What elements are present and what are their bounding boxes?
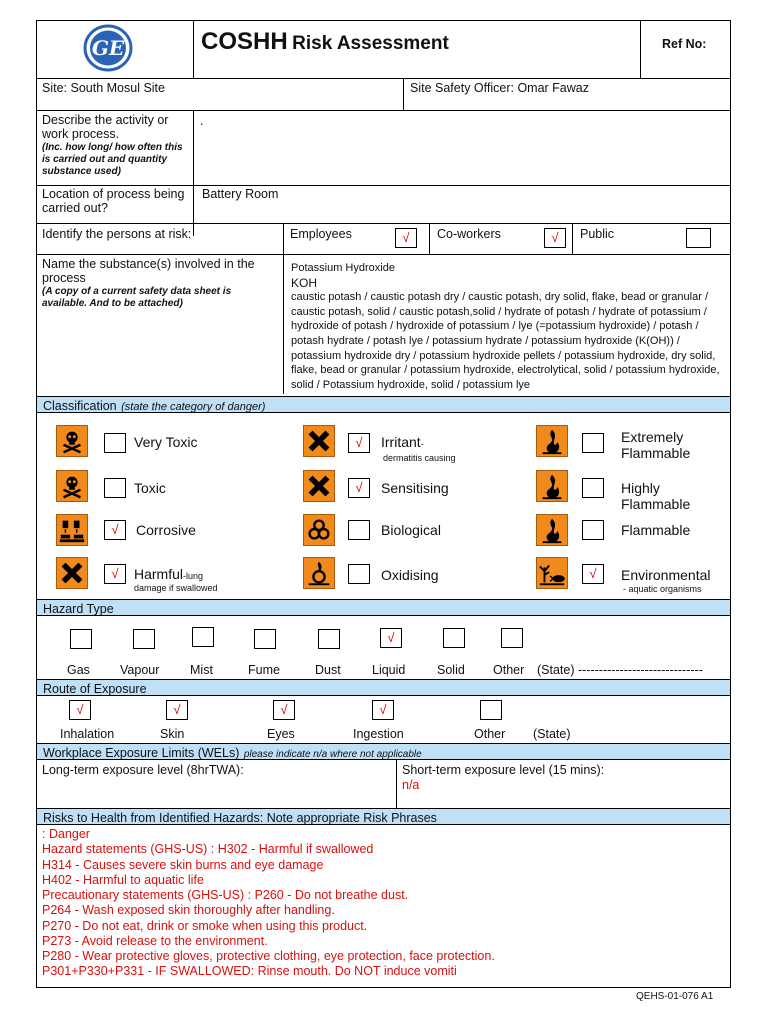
fume-checkbox[interactable] [254, 629, 276, 649]
biological-checkbox[interactable] [348, 520, 370, 540]
activity-value[interactable]: . [200, 114, 204, 128]
highly-flammable-checkbox[interactable] [582, 478, 604, 498]
environmental-checkbox[interactable]: √ [582, 564, 604, 584]
irritant-label: Irritant- [381, 434, 424, 450]
flame-icon [536, 514, 568, 546]
environment-icon [536, 557, 568, 589]
flammable-label: Flammable [621, 522, 691, 538]
substance-label: Name the substance(s) involved in the process (A copy of a current safety data sheet is available. And to be attached) [42, 257, 255, 309]
form-code: QEHS-01-076 A1 [636, 991, 714, 1002]
hazard-type-header: Hazard Type [37, 599, 730, 616]
flammable-checkbox[interactable] [582, 520, 604, 540]
solid-checkbox[interactable] [443, 628, 465, 648]
risk-line[interactable]: : Danger [42, 827, 90, 841]
harmful-note: damage if swallowed [134, 583, 218, 593]
ref-label: Ref No: [662, 37, 707, 51]
highly-flammable-label: Highly Flammable [621, 480, 691, 512]
persons-label: Identify the persons at risk: [42, 227, 192, 241]
risk-line[interactable]: P264 - Wash exposed skin thoroughly after handling. [42, 903, 335, 917]
sensitising-checkbox[interactable]: √ [348, 478, 370, 498]
site-name[interactable]: Site: South Mosul Site [42, 81, 165, 95]
hazard-state-line[interactable]: (State) ------------------------------ [537, 663, 703, 677]
site-safety-officer[interactable]: Site Safety Officer: Omar Fawaz [410, 81, 589, 95]
harmful-checkbox[interactable]: √ [104, 564, 126, 584]
oxidising-label: Oxidising [381, 567, 439, 583]
cross-x-icon [303, 425, 335, 457]
solid-label: Solid [437, 663, 465, 677]
skull-icon [56, 425, 88, 457]
other-hazard-label: Other [493, 663, 525, 677]
public-label: Public [580, 227, 615, 241]
gas-label: Gas [67, 663, 90, 677]
harmful-label: Harmful-lung [134, 566, 204, 582]
oxidising-icon [303, 557, 335, 589]
inhalation-checkbox[interactable]: √ [69, 700, 91, 720]
risk-line[interactable]: H314 - Causes severe skin burns and eye damage [42, 858, 324, 872]
location-value[interactable]: Battery Room [202, 187, 279, 201]
substance-details[interactable]: Potassium Hydroxide KOH caustic potash / caustic potash dry / caustic potash, dry solid, flake, bead or granular / caustic potash, solid / caustic potash,solid / hydrate of potash / hydrate of potassium / hydroxide of potash / hydroxide of potassium / lye (=potassium hydroxide) / potash / potash hydrate / potash lye / potassium hydrate / potassium hydroxide (K(OH)) / potassium hydroxide dry / potassium hydroxide pellets / potassium hydroxide, dry solid, flake, bead or granular / potassium hydroxide, electrolytical, solid / potassium hydroxide, solid / Potassium hydroxide, solid / potassium lye [291, 262, 720, 391]
coworkers-label: Co-workers [437, 227, 501, 241]
cross-x-icon [303, 470, 335, 502]
risk-line[interactable]: P270 - Do not eat, drink or smoke when using this product. [42, 919, 368, 933]
ingestion-label: Ingestion [353, 727, 404, 741]
skin-label: Skin [160, 727, 185, 741]
risk-line[interactable]: H402 - Harmful to aquatic life [42, 873, 204, 887]
flame-icon [536, 470, 568, 502]
classification-header: Classification (state the category of danger) [37, 396, 730, 413]
biohazard-icon [303, 514, 335, 546]
location-label: Location of process being carried out? [42, 187, 185, 215]
dust-checkbox[interactable] [318, 629, 340, 649]
ge-logo [80, 24, 136, 72]
skull-icon [56, 470, 88, 502]
very-toxic-checkbox[interactable] [104, 433, 126, 453]
vapour-label: Vapour [120, 663, 160, 677]
skin-checkbox[interactable]: √ [166, 700, 188, 720]
route-header: Route of Exposure [37, 679, 730, 696]
eyes-label: Eyes [267, 727, 295, 741]
risk-line[interactable]: Hazard statements (GHS-US) : H302 - Harmful if swallowed [42, 842, 374, 856]
mist-checkbox[interactable] [192, 627, 214, 647]
cross-x-icon [56, 557, 88, 589]
svg-text:GE: GE [91, 36, 125, 60]
risk-line[interactable]: Precautionary statements (GHS-US) : P260 - Do not breathe dust. [42, 888, 409, 902]
fume-label: Fume [248, 663, 280, 677]
page-title: COSHH Risk Assessment [201, 28, 449, 55]
toxic-checkbox[interactable] [104, 478, 126, 498]
environmental-note: - aquatic organisms [623, 584, 702, 594]
employees-label: Employees [290, 227, 352, 241]
toxic-label: Toxic [134, 480, 166, 496]
flame-icon [536, 425, 568, 457]
long-term-label: Long-term exposure level (8hrTWA): [42, 763, 244, 777]
short-term-label: Short-term exposure level (15 mins): [402, 763, 605, 777]
dust-label: Dust [315, 663, 341, 677]
mist-label: Mist [190, 663, 213, 677]
gas-checkbox[interactable] [70, 629, 92, 649]
environmental-label: Environmental [621, 567, 711, 583]
risk-line[interactable]: P280 - Wear protective gloves, protective clothing, eye protection, face protection. [42, 949, 495, 963]
sensitising-label: Sensitising [381, 480, 449, 496]
risk-line[interactable]: P301+P330+P331 - IF SWALLOWED: Rinse mouth. Do NOT induce vomiti [42, 964, 457, 978]
very-toxic-label: Very Toxic [134, 434, 198, 450]
activity-label: Describe the activity or work process. (Inc. how long/ how often this is carried out and quantity substance used) [42, 113, 183, 177]
extremely-flammable-label: Extremely Flammable [621, 429, 691, 461]
liquid-checkbox[interactable]: √ [380, 628, 402, 648]
public-checkbox[interactable] [686, 228, 711, 248]
corrosive-label: Corrosive [136, 522, 196, 538]
short-term-value[interactable]: n/a [402, 778, 420, 792]
corrosive-icon [56, 514, 88, 546]
irritant-note: dermatitis causing [383, 453, 456, 463]
risk-line[interactable]: P273 - Avoid release to the environment. [42, 934, 268, 948]
liquid-label: Liquid [372, 663, 406, 677]
oxidising-checkbox[interactable] [348, 564, 370, 584]
eyes-checkbox[interactable]: √ [273, 700, 295, 720]
corrosive-checkbox[interactable]: √ [104, 520, 126, 540]
other-route-checkbox[interactable] [480, 700, 502, 720]
employees-checkbox[interactable]: √ [395, 228, 417, 248]
wel-header: Workplace Exposure Limits (WELs) please indicate n/a where not applicable [37, 743, 730, 760]
route-state-label[interactable]: (State) [533, 727, 571, 741]
biological-label: Biological [381, 522, 441, 538]
inhalation-label: Inhalation [60, 727, 115, 741]
coworkers-checkbox[interactable]: √ [544, 228, 566, 248]
vapour-checkbox[interactable] [133, 629, 155, 649]
ingestion-checkbox[interactable]: √ [372, 700, 394, 720]
other-hazard-checkbox[interactable] [501, 628, 523, 648]
extremely-flammable-checkbox[interactable] [582, 433, 604, 453]
irritant-checkbox[interactable]: √ [348, 433, 370, 453]
other-route-label: Other [474, 727, 506, 741]
risks-header: Risks to Health from Identified Hazards: Note appropriate Risk Phrases [37, 808, 730, 825]
